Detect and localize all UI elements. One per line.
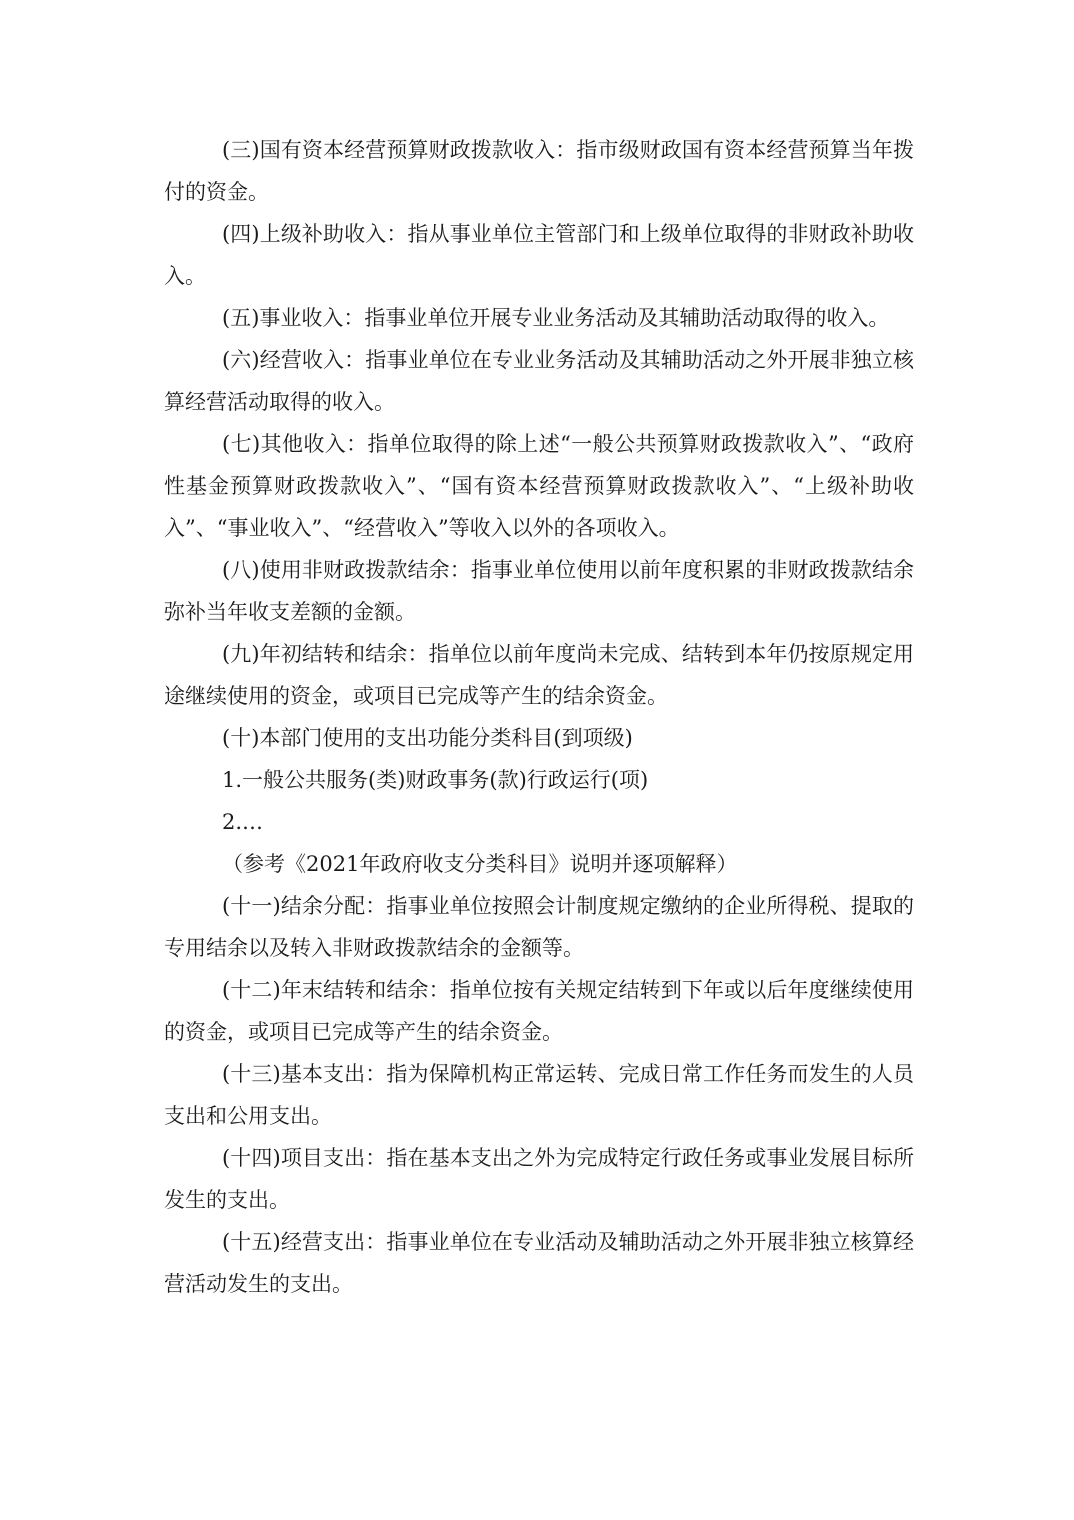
list-item-expenditure-category-1: 1.一般公共服务(类)财政事务(款)行政运行(项) xyxy=(222,768,649,792)
paragraph-basic-expenditure: (十三)基本支出：指为保障机构正常运转、完成日常工作任务而发生的人员支出和公用支出。 xyxy=(164,1062,914,1128)
paragraph-expenditure-function-categories: (十)本部门使用的支出功能分类科目(到项级) xyxy=(222,726,633,750)
paragraph-balance-distribution: (十一)结余分配：指事业单位按照会计制度规定缴纳的企业所得税、提取的专用结余以及转入非财政拨款结余的金额等。 xyxy=(164,894,914,960)
paragraph-operating-income: (六)经营收入：指事业单位在专业业务活动及其辅助活动之外开展非独立核算经营活动取得的收入。 xyxy=(164,348,914,414)
paragraph-non-fiscal-balance-use: (八)使用非财政拨款结余：指事业单位使用以前年度积累的非财政拨款结余弥补当年收支差额的金额。 xyxy=(164,558,914,624)
paragraph-year-end-carryover: (十二)年末结转和结余：指单位按有关规定结转到下年或以后年度继续使用的资金，或项目已完成等产生的结余资金。 xyxy=(164,978,914,1044)
paragraph-superior-subsidy-income: (四)上级补助收入：指从事业单位主管部门和上级单位取得的非财政补助收入。 xyxy=(164,222,914,288)
paragraph-project-expenditure: (十四)项目支出：指在基本支出之外为完成特定行政任务或事业发展目标所发生的支出。 xyxy=(164,1146,914,1212)
paragraph-beginning-carryover: (九)年初结转和结余：指单位以前年度尚未完成、结转到本年仍按原规定用途继续使用的资金，或项目已完成等产生的结余资金。 xyxy=(164,642,914,708)
list-item-expenditure-category-2: 2.… xyxy=(222,810,264,834)
paragraph-other-income: (七)其他收入：指单位取得的除上述“一般公共预算财政拨款收入”、“政府性基金预算财政拨款收入”、“国有资本经营预算财政拨款收入”、“上级补助收入”、“事业收入”、“经营收入”等收入以外的各项收入。 xyxy=(164,432,914,540)
paragraph-operating-expenditure: (十五)经营支出：指事业单位在专业活动及辅助活动之外开展非独立核算经营活动发生的支出。 xyxy=(164,1230,914,1296)
paragraph-state-capital-budget-income: (三)国有资本经营预算财政拨款收入：指市级财政国有资本经营预算当年拨付的资金。 xyxy=(164,138,914,204)
paragraph-reference-note: （参考《2021年政府收支分类科目》说明并逐项解释） xyxy=(222,852,738,876)
document-body xyxy=(164,129,914,1305)
paragraph-business-income: (五)事业收入：指事业单位开展专业业务活动及其辅助活动取得的收入。 xyxy=(222,306,890,330)
